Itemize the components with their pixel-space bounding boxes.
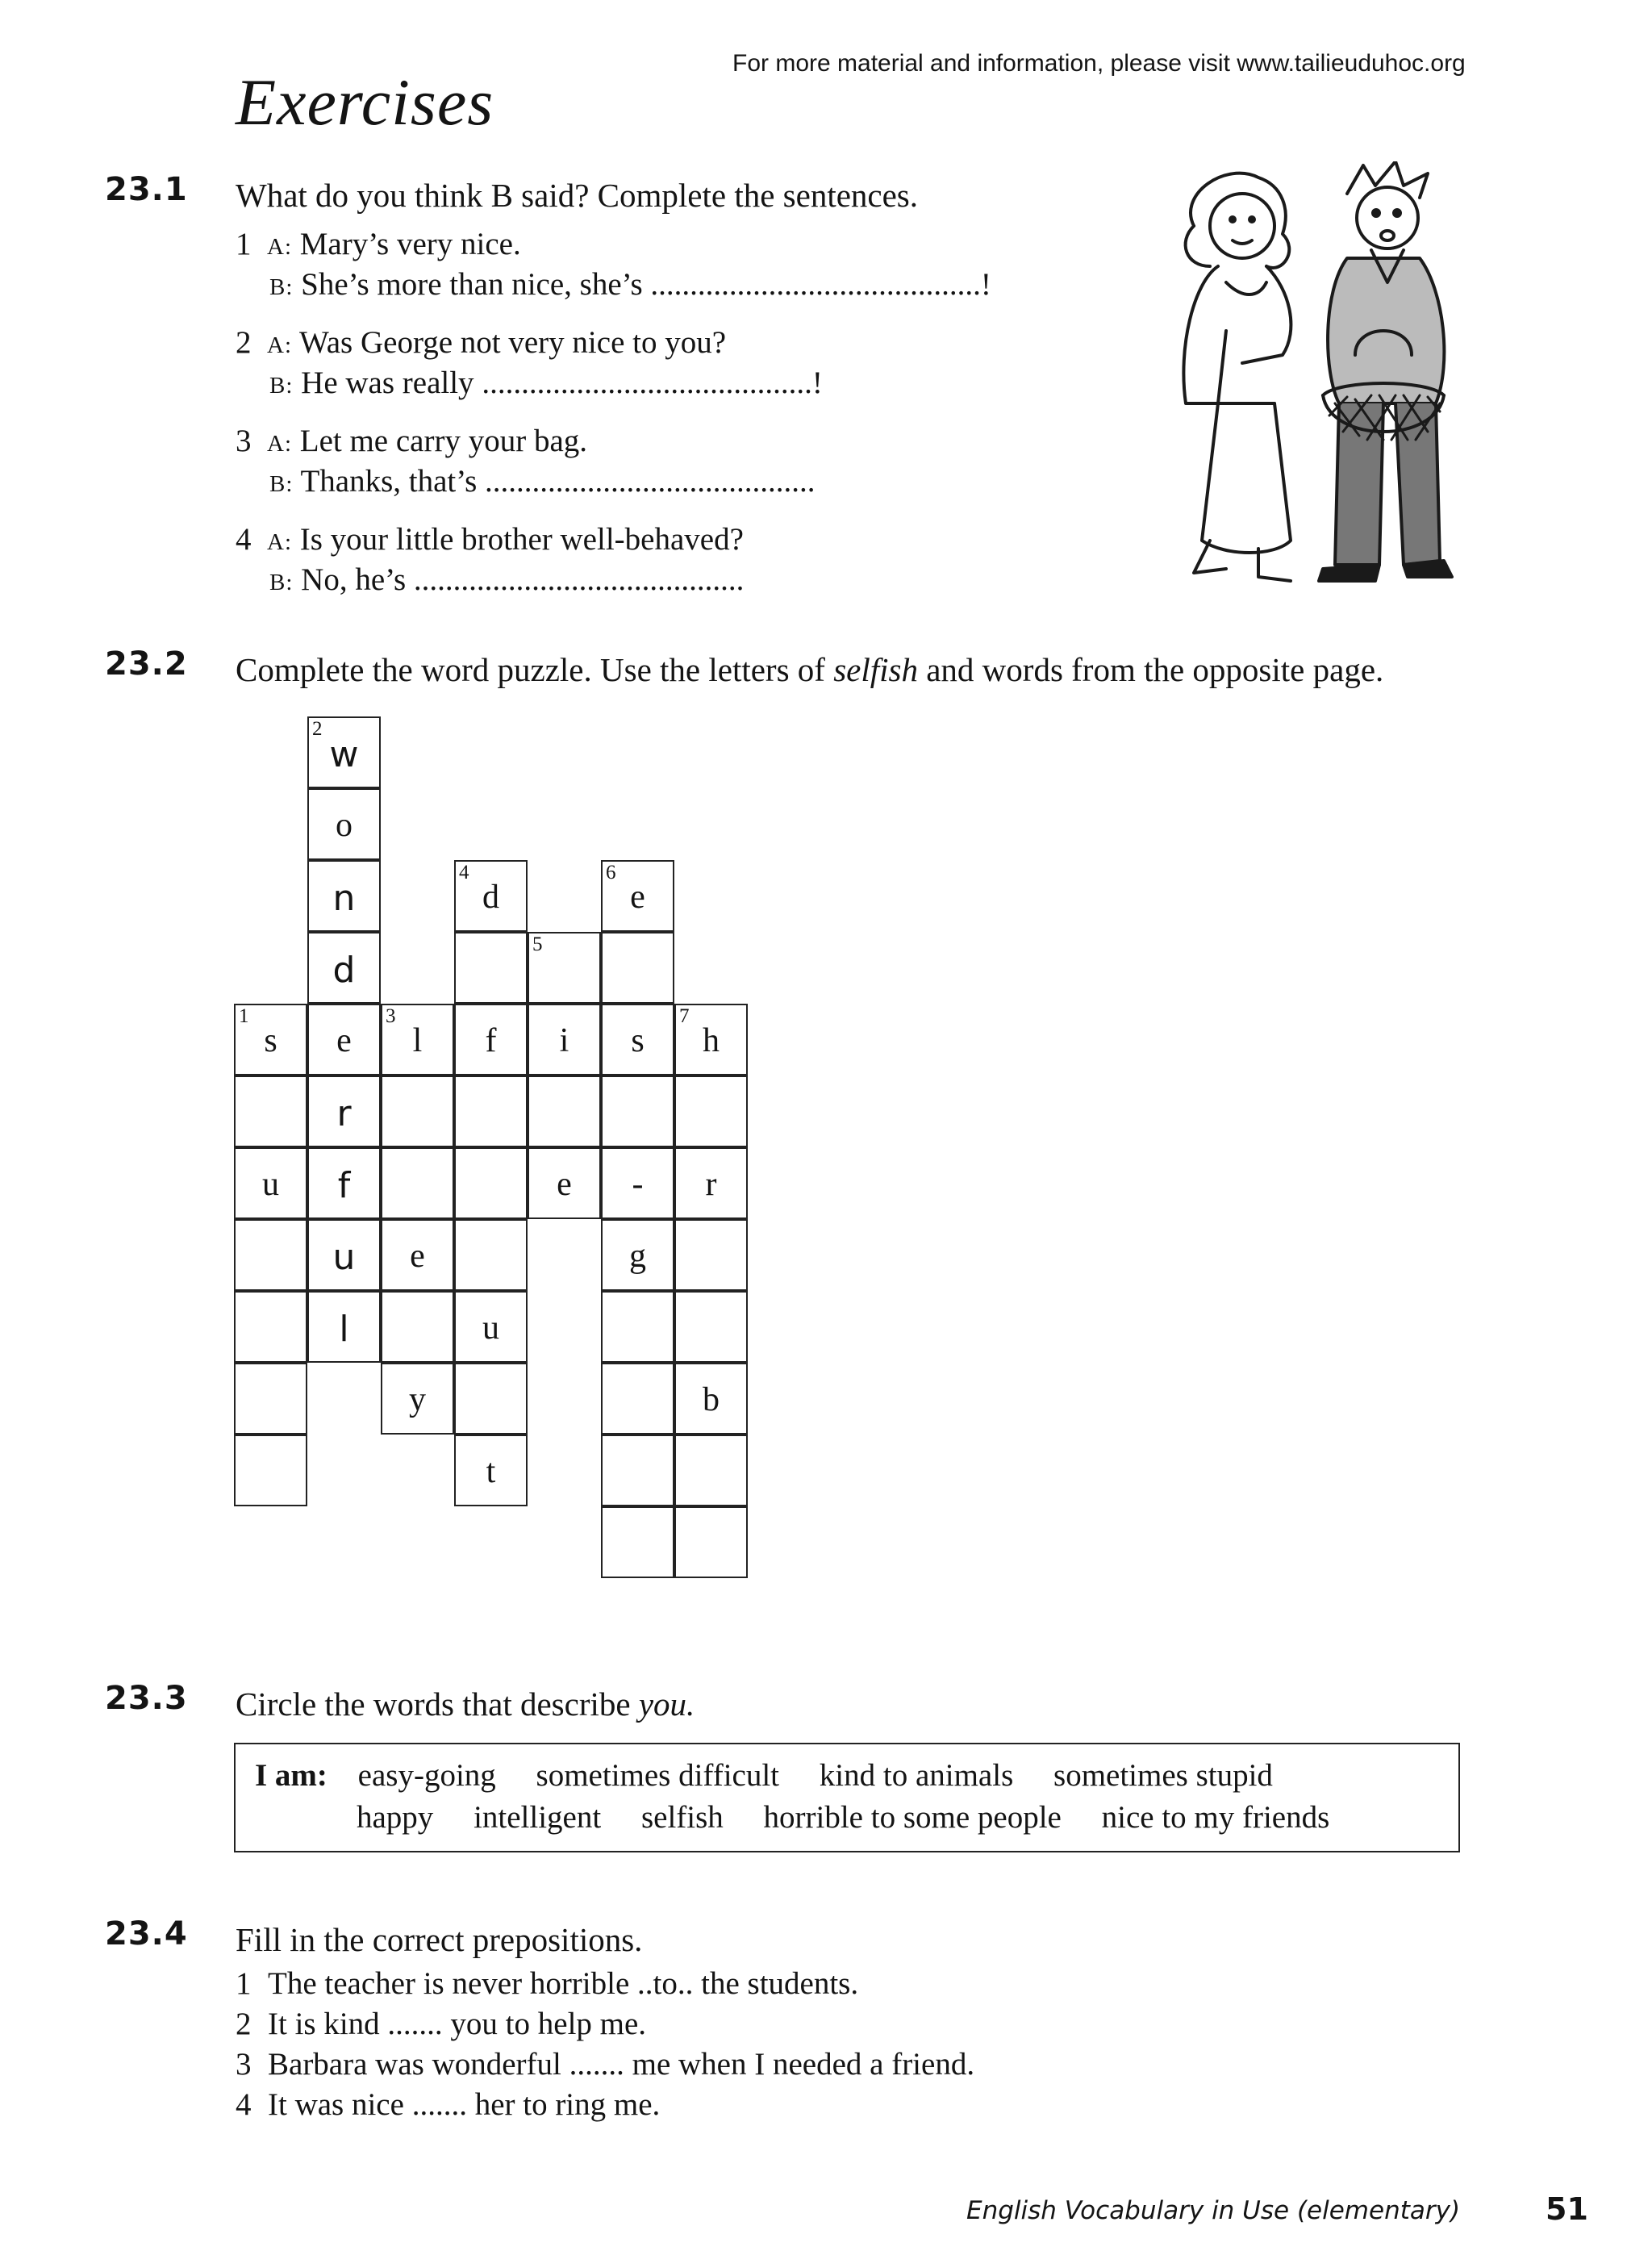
word-option[interactable]: intelligent: [473, 1800, 602, 1835]
puzzle-cell[interactable]: [234, 1075, 307, 1147]
cell-letter: o: [336, 807, 353, 844]
puzzle-cell[interactable]: [381, 1147, 454, 1219]
puzzle-cell[interactable]: [307, 860, 381, 932]
puzzle-cell[interactable]: [307, 716, 381, 788]
answer-blank[interactable]: ..........................................: [650, 267, 981, 302]
exercise-number-23-4: 23.4: [105, 1915, 188, 1953]
cell-letter: f: [485, 1022, 497, 1059]
puzzle-cell[interactable]: [528, 1147, 601, 1219]
puzzle-cell[interactable]: [601, 860, 674, 932]
puzzle-cell[interactable]: [454, 860, 528, 932]
puzzle-cell[interactable]: [234, 1219, 307, 1291]
clue-number: 5: [532, 933, 543, 955]
cell-letter: u: [332, 1237, 356, 1278]
exercise-number-23-1: 23.1: [105, 171, 188, 208]
cell-letter: h: [703, 1022, 720, 1059]
dialogue-a-line: 3 A: Let me carry your bag.: [236, 424, 588, 458]
puzzle-cell[interactable]: [674, 1506, 748, 1578]
exercise-23-1-instruction: What do you think B said? Complete the sentences.: [236, 177, 919, 214]
page-number: 51: [1546, 2191, 1588, 2227]
describe-you-box: [234, 1743, 1460, 1852]
puzzle-cell[interactable]: [528, 1004, 601, 1075]
exercise-23-3-instruction: Circle the words that describe you.: [236, 1685, 695, 1723]
puzzle-cell[interactable]: [454, 932, 528, 1004]
word-option[interactable]: sometimes stupid: [1053, 1758, 1273, 1793]
puzzle-cell[interactable]: [454, 1435, 528, 1506]
puzzle-cell[interactable]: [674, 1435, 748, 1506]
cell-letter: r: [336, 1093, 352, 1134]
word-option[interactable]: horrible to some people: [763, 1800, 1062, 1835]
puzzle-cell[interactable]: [454, 1291, 528, 1363]
puzzle-cell[interactable]: [601, 1147, 674, 1219]
exercise-number-23-2: 23.2: [105, 645, 188, 683]
dialogue-b-line: B: No, he’s ..........................................: [269, 562, 745, 597]
puzzle-cell[interactable]: [674, 1219, 748, 1291]
preposition-item: 1 The teacher is never horrible ..to.. the students.: [236, 1966, 859, 2001]
clue-number: 6: [606, 862, 616, 883]
cell-letter: w: [329, 734, 359, 775]
puzzle-cell[interactable]: [307, 1075, 381, 1147]
cell-letter: d: [482, 879, 499, 916]
puzzle-cell[interactable]: [674, 1291, 748, 1363]
woman-figure: [1183, 173, 1291, 581]
puzzle-cell[interactable]: [601, 1219, 674, 1291]
book-title: English Vocabulary in Use (elementary): [966, 2196, 1461, 2225]
clue-number: 2: [312, 718, 323, 740]
cell-letter: f: [337, 1165, 351, 1206]
answer-blank[interactable]: ..........................................: [485, 464, 816, 499]
puzzle-cell[interactable]: [674, 1363, 748, 1435]
answer-blank[interactable]: ..to..: [637, 1966, 694, 2001]
cell-letter: r: [705, 1166, 717, 1203]
cell-letter: s: [631, 1022, 645, 1059]
cell-letter: u: [482, 1309, 499, 1347]
header-note: For more material and information, please visit www.tailieuduhoc.org: [732, 50, 1466, 77]
word-option[interactable]: kind to animals: [819, 1758, 1014, 1793]
puzzle-cell[interactable]: [381, 1075, 454, 1147]
puzzle-cell[interactable]: [307, 932, 381, 1004]
puzzle-cell[interactable]: [307, 788, 381, 860]
word-option[interactable]: easy-going: [357, 1758, 496, 1793]
cell-letter: -: [632, 1166, 644, 1203]
puzzle-cell[interactable]: [454, 1219, 528, 1291]
word-option[interactable]: nice to my friends: [1101, 1800, 1330, 1835]
exercise-23-2-instruction: Complete the word puzzle. Use the letters of selfish and words from the opposite page.: [236, 651, 1384, 688]
cell-letter: d: [332, 950, 356, 991]
dialogue-a-line: 4 A: Is your little brother well-behaved?: [236, 522, 744, 557]
cell-letter: e: [410, 1238, 425, 1275]
cell-letter: u: [262, 1166, 279, 1203]
cell-letter: e: [336, 1022, 352, 1059]
box-row-2: [357, 1799, 1362, 1836]
cell-letter: e: [630, 879, 645, 916]
puzzle-cell[interactable]: [601, 932, 674, 1004]
cell-letter: l: [339, 1309, 349, 1350]
cell-letter: b: [703, 1381, 720, 1418]
box-label: I am:: [255, 1758, 327, 1793]
answer-blank[interactable]: .......: [569, 2047, 624, 2082]
puzzle-cell[interactable]: [674, 1147, 748, 1219]
word-option[interactable]: happy: [357, 1800, 434, 1835]
puzzle-cell[interactable]: [601, 1291, 674, 1363]
dialogue-a-line: 2 A: Was George not very nice to you?: [236, 325, 727, 360]
dialogue-b-line: B: Thanks, that’s ..........................................: [269, 464, 816, 499]
cell-letter: t: [486, 1453, 496, 1490]
answer-blank[interactable]: .......: [387, 2007, 443, 2041]
box-row-1: [255, 1757, 1305, 1794]
cell-letter: s: [264, 1022, 277, 1059]
puzzle-cell[interactable]: [381, 1291, 454, 1363]
puzzle-cell[interactable]: [381, 1219, 454, 1291]
cell-letter: i: [559, 1022, 569, 1059]
puzzle-cell[interactable]: [601, 1075, 674, 1147]
preposition-item: 3 Barbara was wonderful ....... me when I needed a friend.: [236, 2047, 975, 2082]
puzzle-cell[interactable]: [528, 1075, 601, 1147]
puzzle-cell[interactable]: [234, 1435, 307, 1506]
clue-number: 7: [679, 1005, 690, 1027]
puzzle-cell[interactable]: [381, 1004, 454, 1075]
puzzle-cell[interactable]: [234, 1291, 307, 1363]
preposition-item: 4 It was nice ....... her to ring me.: [236, 2087, 661, 2122]
puzzle-cell[interactable]: [307, 1004, 381, 1075]
puzzle-cell[interactable]: [454, 1004, 528, 1075]
puzzle-cell[interactable]: [454, 1075, 528, 1147]
clue-number: 3: [386, 1005, 396, 1027]
word-option[interactable]: sometimes difficult: [536, 1758, 780, 1793]
dialogue-a-line: 1 A: Mary’s very nice.: [236, 227, 521, 261]
preposition-item: 2 It is kind ....... you to help me.: [236, 2007, 647, 2041]
clue-number: 4: [459, 862, 469, 883]
exercise-23-4-instruction: Fill in the correct prepositions.: [236, 1921, 643, 1958]
puzzle-cell[interactable]: [528, 932, 601, 1004]
puzzle-cell[interactable]: [454, 1363, 528, 1435]
puzzle-cell[interactable]: [307, 1147, 381, 1219]
clue-number: 1: [239, 1005, 249, 1027]
exercise-number-23-3: 23.3: [105, 1680, 188, 1717]
cell-letter: l: [412, 1022, 423, 1059]
cell-letter: y: [409, 1381, 426, 1418]
puzzle-cell[interactable]: [674, 1004, 748, 1075]
cell-letter: e: [557, 1166, 572, 1203]
answer-blank[interactable]: ..........................................: [482, 365, 812, 400]
puzzle-cell[interactable]: [234, 1363, 307, 1435]
puzzle-cell[interactable]: [381, 1363, 454, 1435]
man-figure: [1319, 161, 1452, 581]
puzzle-cell[interactable]: [234, 1004, 307, 1075]
dialogue-b-line: B: She’s more than nice, she’s ..........................................!: [269, 267, 991, 302]
puzzle-cell[interactable]: [601, 1506, 674, 1578]
page-title: Exercises: [236, 65, 494, 139]
cell-letter: g: [629, 1238, 646, 1275]
puzzle-cell[interactable]: [601, 1363, 674, 1435]
puzzle-cell[interactable]: [601, 1004, 674, 1075]
answer-blank[interactable]: .......: [411, 2087, 467, 2122]
puzzle-cell[interactable]: [601, 1435, 674, 1506]
cell-letter: n: [332, 878, 356, 919]
puzzle-cell[interactable]: [307, 1291, 381, 1363]
puzzle-cell[interactable]: [454, 1147, 528, 1219]
puzzle-cell[interactable]: [234, 1147, 307, 1219]
word-option[interactable]: selfish: [640, 1800, 724, 1835]
dialogue-b-line: B: He was really ..........................................!: [269, 365, 823, 400]
puzzle-cell[interactable]: [674, 1075, 748, 1147]
puzzle-cell[interactable]: [307, 1219, 381, 1291]
couple-illustration: [1162, 161, 1484, 613]
answer-blank[interactable]: ..........................................: [413, 562, 745, 597]
